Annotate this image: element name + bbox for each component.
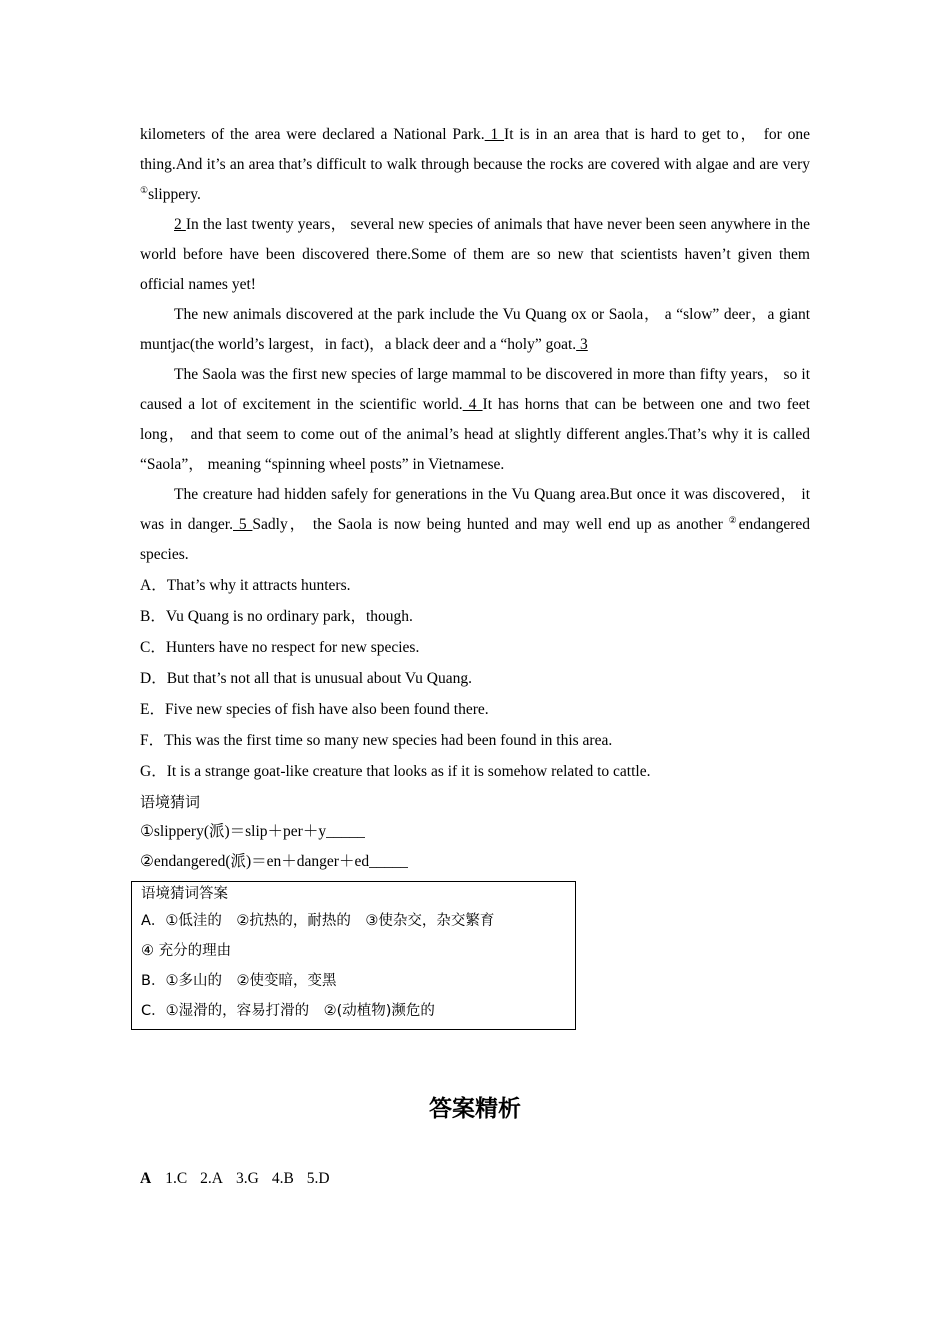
guess-title: 语境猜词 [140,793,201,811]
answer-key-item: 1.C [165,1170,188,1187]
text: The Saola was the first new species of large mammal to be discovered in more than fifty years， so it caused a lot of excitement in the scientific world. [140,366,810,413]
paragraph-3 [140,300,810,360]
guess-answer-box [131,881,576,1030]
paragraph-5 [140,480,810,570]
answer-key-item: 4.B [271,1170,294,1187]
text: The creature had hidden safely for generations in the Vu Quang area.But once it was discovered， it was in danger. [140,486,810,533]
blank-5: 5 [233,516,253,533]
paragraph-4 [140,360,810,480]
text: endangered species. [140,516,811,563]
option-g: G．It is a strange goat-like creature that looks as if it is somehow related to cattle. [140,763,651,780]
option-f: F．This was the first time so many new species had been found in this area. [140,732,613,749]
text: Sadly， the Saola is now being hunted and may well end up as another [252,516,729,533]
answer-key-item: 2.A [200,1170,223,1187]
answer-box-title: 语境猜词答案 [141,886,228,902]
option-c: C．Hunters have no respect for new species. [140,639,420,656]
passage [140,120,810,877]
answer-line-a-cont: ④ 充分的理由 [141,943,232,959]
answer-key-item: 5.D [306,1170,330,1187]
answer-key [140,1170,343,1188]
blank-4: 4 [462,396,483,413]
option-b: B．Vu Quang is no ordinary park，though. [140,608,413,625]
blank-3: 3 [576,336,588,353]
answer-line-a: A．①低洼的 ②抗热的，耐热的 ③使杂交，杂交繁育 [141,913,495,929]
answer-key-item: 3.G [236,1170,259,1187]
option-a: A．That’s why it attracts hunters. [140,577,351,594]
paragraph-1 [140,120,810,210]
blank-1: 1 [484,126,505,143]
text: The new animals discovered at the park include the Vu Quang ox or Saola， a “slow” deer，a giant muntjac(the world’s largest，in fact)，a black deer and a “holy” goat. [140,306,810,353]
text: kilometers of the area were declared a National Park. [140,126,485,143]
option-e: E．Five new species of fish have also been found there. [140,701,489,718]
text: It has horns that can be between one and two feet long， and that seem to come out of the animal’s head at slightly different angles.That’s why it is called “Saola”， meaning “spinning wheel posts” in Vietnamese. [140,396,810,473]
answer-line-b: B．①多山的 ②使变暗，变黑 [141,973,337,989]
section-title: 答案精析 [429,1096,521,1122]
text: It is in an area that is hard to get to， for one thing.And it’s an area that’s difficult to walk through because the rocks are covered with algae and are very [140,126,811,173]
option-d: D．But that’s not all that is unusual about Vu Quang. [140,670,473,687]
guess-item-2: ②endangered(派)＝en＋danger＋ed_____ [140,853,408,870]
text: In the last twenty years， several new species of animals that have never been seen anywhere in the world before have been discovered there.Some of them are so new that scientists haven’t given them official names yet! [140,216,810,293]
answer-key-label: A [140,1170,152,1187]
guess-item-1: ①slippery(派)＝slip＋per＋y_____ [140,823,365,840]
options-list [140,570,810,787]
footnote-marker-1: ① [140,185,149,195]
footnote-marker-2: ② [728,515,739,525]
paragraph-2 [140,210,810,300]
text: slippery. [148,186,201,203]
blank-2: 2 [174,216,186,233]
answer-line-c: C．①湿滑的，容易打滑的 ②(动植物)濒危的 [141,1003,435,1019]
